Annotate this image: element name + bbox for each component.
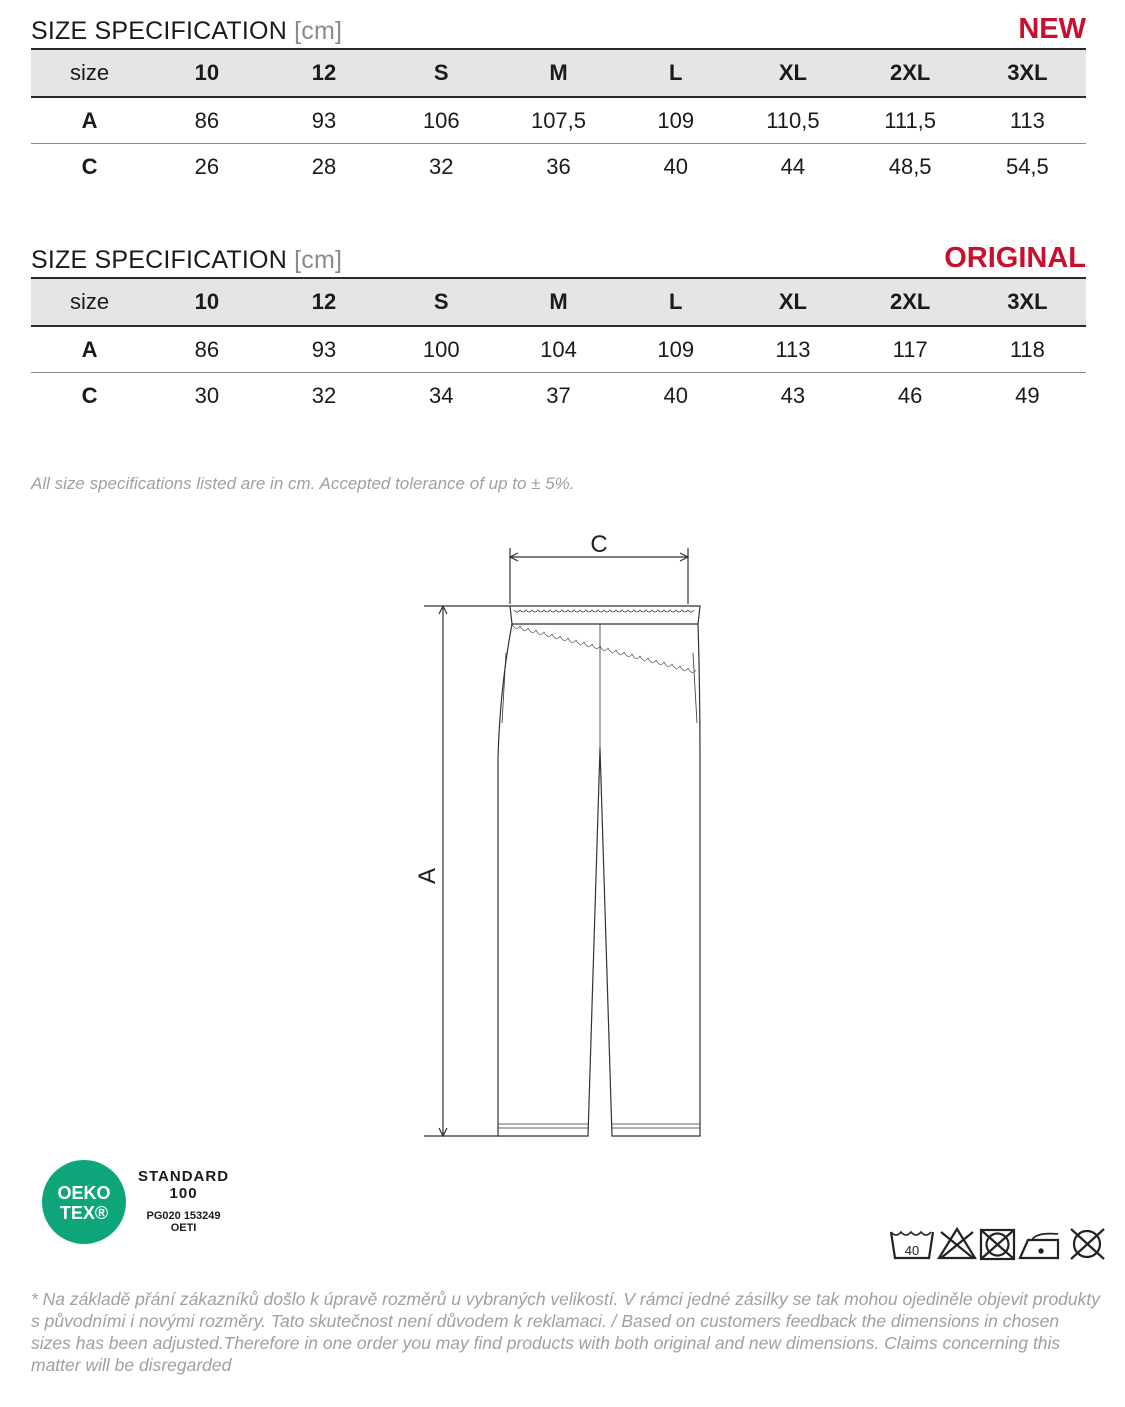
table-cell: 37: [546, 382, 571, 408]
table-cell: 100: [383, 326, 500, 373]
pants-outline: [498, 624, 700, 1136]
header-cell: M: [500, 279, 617, 326]
section-title: SIZE SPECIFICATION [cm]: [31, 17, 343, 45]
iron-low-icon: [1020, 1234, 1058, 1258]
table-cell: 118: [969, 326, 1086, 373]
oeko-tex-standard: STANDARD 100 PG020 153249 OETI: [138, 1168, 230, 1234]
no-tumble-dry-icon: [981, 1230, 1014, 1259]
table-cell: 40: [663, 382, 688, 408]
table-cell: 86: [148, 326, 265, 373]
header-cell: XL: [734, 50, 851, 97]
header-cell: S: [383, 279, 500, 326]
table-cell: 86: [148, 97, 265, 144]
table-header-row: [31, 50, 1086, 97]
table-cell: 26: [194, 153, 220, 179]
table-cell: 46: [897, 382, 923, 408]
table-cell: 32: [429, 153, 454, 179]
wash-temp-label: 40: [904, 1243, 920, 1258]
table-row: [31, 97, 1086, 144]
table-cell: 109: [617, 326, 734, 373]
size-table-original: [31, 239, 1086, 418]
table-cell: 104: [500, 326, 617, 373]
header-cell: L: [617, 50, 734, 97]
row-label: A: [31, 97, 148, 144]
version-tag-new: NEW: [1018, 13, 1086, 45]
table-cell: 49: [1015, 382, 1040, 408]
table-cell: 113: [969, 97, 1086, 144]
size-table-new: [31, 10, 1086, 189]
pants-diagram: [410, 528, 720, 1143]
table-cell: 110,5: [734, 97, 851, 144]
header-cell: 12: [265, 50, 382, 97]
header-cell: 12: [265, 279, 382, 326]
header-cell: 2XL: [852, 50, 969, 97]
table-cell: 48,5: [888, 153, 932, 179]
no-dry-clean-icon: [1071, 1229, 1104, 1259]
table-cell: 106: [383, 97, 500, 144]
header-cell: 3XL: [969, 50, 1086, 97]
row-label: A: [31, 326, 148, 373]
header-cell: S: [383, 50, 500, 97]
table-cell: 107,5: [500, 97, 617, 144]
label-a: A: [414, 867, 441, 885]
table-cell: 34: [429, 382, 454, 408]
table-row: [31, 326, 1086, 373]
header-cell: 3XL: [969, 279, 1086, 326]
table-cell: 113: [734, 326, 851, 373]
version-tag-original: ORIGINAL: [944, 242, 1086, 274]
table-cell: 111,5: [852, 97, 969, 144]
table-cell: 109: [617, 97, 734, 144]
table-cell: 44: [780, 153, 806, 179]
row-label: C: [81, 153, 98, 179]
table-cell: 28: [311, 153, 337, 179]
section-header: [31, 10, 1086, 50]
label-c: C: [590, 531, 608, 558]
section-title: SIZE SPECIFICATION [cm]: [31, 246, 343, 274]
no-bleach-icon: [939, 1229, 975, 1258]
waistband: [510, 606, 700, 624]
table-header-row: [31, 279, 1086, 326]
section-header: [31, 239, 1086, 279]
header-cell: size: [31, 279, 148, 326]
table-cell: 117: [852, 326, 969, 373]
header-cell: 2XL: [852, 279, 969, 326]
size-table: [31, 279, 1086, 418]
care-symbols: [888, 1224, 1110, 1264]
table-cell: 36: [546, 153, 571, 179]
table-cell: 93: [265, 326, 382, 373]
oeko-tex-logo: OEKO TEX®: [42, 1160, 126, 1244]
table-cell: 32: [311, 382, 337, 408]
header-cell: 10: [148, 50, 265, 97]
table-cell: 93: [265, 97, 382, 144]
header-cell: M: [500, 50, 617, 97]
table-cell: 30: [194, 382, 220, 408]
table-cell: 40: [663, 153, 688, 179]
table-cell: 54,5: [1005, 153, 1049, 179]
header-cell: L: [617, 279, 734, 326]
table-row: [31, 144, 1086, 190]
row-label: C: [81, 382, 98, 408]
table-row: [31, 373, 1086, 419]
footnote: * Na základě přání zákazníků došlo k úpravě rozměrů u vybraných velikostí. V rámci jedné zásilky se tak mohou ojediněle objevit produkty s původními i novými rozměry. Tato skutečnost není důvodem k reklamaci. / Based on customers feedback the dimensions in chosen sizes has been adjusted.Therefore in one order you may find products with both original and new dimensions. Claims concerning this matter will be disregarded: [31, 1289, 1101, 1375]
size-table: [31, 50, 1086, 189]
table-cell: 43: [780, 382, 806, 408]
header-cell: size: [31, 50, 148, 97]
header-cell: 10: [148, 279, 265, 326]
tolerance-note: All size specifications listed are in cm. Accepted tolerance of up to ± 5%.: [31, 474, 575, 493]
header-cell: XL: [734, 279, 851, 326]
